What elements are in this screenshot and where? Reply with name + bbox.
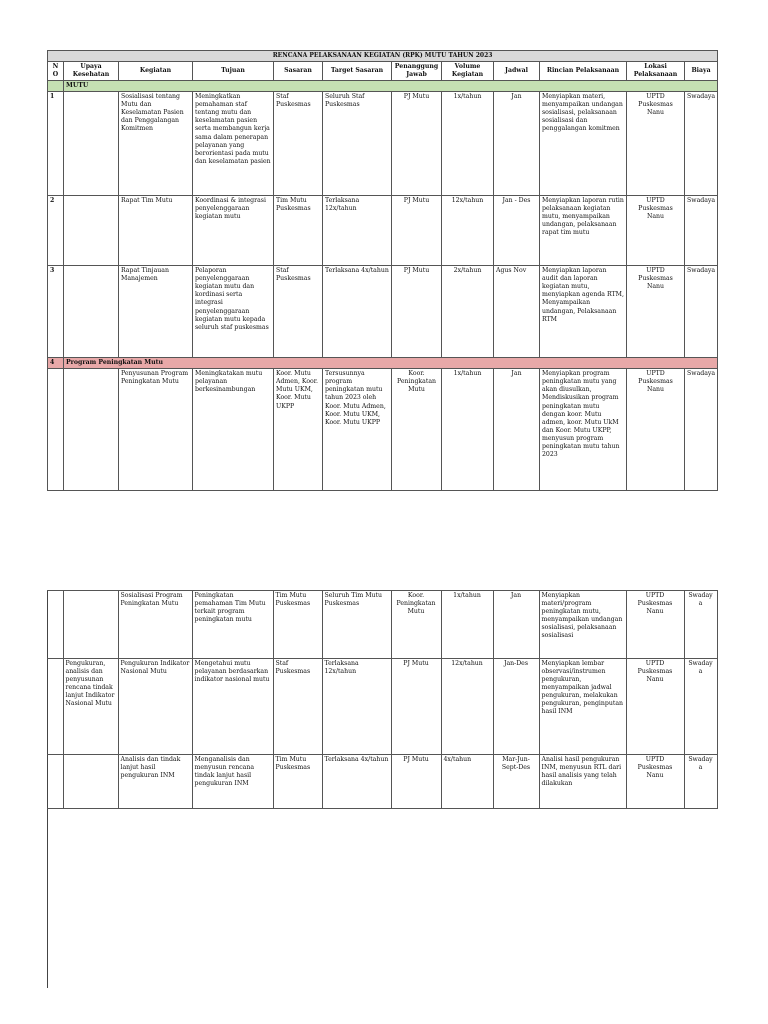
cell-sasaran: Koor. Mutu Admen, Koor. Mutu UKM, Koor. Mutu UKPP [274,369,323,491]
cell-lokasi: UPTD Puskesmas Nanu [627,92,685,196]
cell-pj: PJ Mutu [392,196,442,266]
cell-pj: PJ Mutu [391,755,441,809]
cell-sasaran: Tim Mutu Puskesmas [273,755,322,809]
cell-biaya: Swadaya [685,266,718,358]
cell-rincian: Menyiapkan materi, menyampaikan undangan sosialisasi, pelaksanaan sosialisasi dan penggalangan komitmen [540,92,627,196]
section-label: Program Peningkatan Mutu [64,358,718,369]
cell-sasaran: Tim Mutu Puskesmas [274,196,323,266]
cell-sasaran: Staf Puskesmas [274,92,323,196]
cell-upaya [64,92,119,196]
cell-sasaran: Staf Puskesmas [274,266,323,358]
cell-rincian: Menyiapkan laporan audit dan laporan kegiatan mutu, menyiapkan agenda RTM, Menyampaikan undangan, Pelaksanaan RTM [540,266,627,358]
cell-kegiatan: Sosialisasi Program Peningkatan Mutu [118,591,192,659]
cell-biaya: Swadaya [684,659,717,755]
cell-tujuan: Meningkatkan pemahaman staf tentang mutu dan keselamatan pasien serta membangun kerja sama dalam penerapan pelayanan yang berorientasi pada mutu dan keselamatan pasien [193,92,274,196]
cell-jadwal: Jan [494,92,540,196]
header-pj: Penanggung Jawab [392,62,442,81]
cell-volume: 1x/tahun [441,591,493,659]
header-jadwal: Jadwal [494,62,540,81]
cell-jadwal: Jan [494,369,540,491]
cell-biaya: Swadaya [685,196,718,266]
cell-lokasi: UPTD Puskesmas Nanu [627,369,685,491]
cell-biaya: Swadaya [684,591,717,659]
cell-lokasi: UPTD Puskesmas Nanu [626,659,684,755]
cell-kegiatan: Penyusunan Program Peningkatan Mutu [119,369,193,491]
cell-tujuan: Menganalisis dan menyusun rencana tindak lanjut hasil pengukuran INM [192,755,273,809]
title-row [48,51,718,62]
header-upaya: Upaya Kesehatan [64,62,119,81]
cell-target: Terlaksana 12x/tahun [322,659,391,755]
cell-tujuan: Mengetahui mutu pelayanan berdasarkan indikator nasional mutu [192,659,273,755]
header-target: Target Sasaran [323,62,392,81]
cell-no: 3 [48,266,64,358]
header-lokasi: Lokasi Pelaksanaan [627,62,685,81]
table-row [48,196,718,266]
cell-sasaran: Staf Puskesmas [273,659,322,755]
cell-jadwal: Agus Nov [494,266,540,358]
cell-target: Terlaksana 4x/tahun [322,755,391,809]
cell-upaya [64,369,119,491]
cell-no: 1 [48,92,64,196]
cell-volume: 12x/tahun [441,659,493,755]
cell-volume: 1x/tahun [442,92,494,196]
cell-tujuan: Pelaporan penyelenggaraan kegiatan mutu dan kordinasi serta integrasi penyelenggaraan kegiatan mutu kepada seluruh staf puskesmas [193,266,274,358]
cell-rincian: Menyiapkan materi/program peningkatan mutu, menyampaikan undangan sosialisasi, pelaksanaan sosialisasi [539,591,626,659]
header-tujuan: Tujuan [193,62,274,81]
cell-target: Seluruh Tim Mutu Puskesmas [322,591,391,659]
cell-lokasi: UPTD Puskesmas Nanu [627,266,685,358]
header-sasaran: Sasaran [274,62,323,81]
section-no: 4 [48,358,64,369]
table-row [48,92,718,196]
header-no: NO [48,62,64,81]
header-biaya: Biaya [685,62,718,81]
cell-pj: PJ Mutu [392,92,442,196]
cell-target: Terlaksana 4x/tahun [323,266,392,358]
table-row [48,266,718,358]
cell-sasaran: Tim Mutu Puskesmas [273,591,322,659]
cell-upaya [63,755,118,809]
cell-kegiatan: Rapat Tinjauan Manajemen [119,266,193,358]
cell-no [48,369,64,491]
section-label: MUTU [64,81,718,92]
cell-target: Terlaksana 12x/tahun [323,196,392,266]
cell-rincian: Menyiapkan lembar observasi/instrumen pengukuran, menyampaikan jadwal pengukuran, melakukan pengukuran, penginputan hasil INM [539,659,626,755]
table-row [47,755,717,809]
cell-volume: 4x/tahun [441,755,493,809]
cell-pj: Koor. Peningkatan Mutu [391,591,441,659]
cell-kegiatan: Rapat Tim Mutu [119,196,193,266]
cell-rincian: Menyiapkan program peningkatan mutu yang akan diusulkan, Mendiskusikan program peningkatan mutu dengan koor. Mutu admen, koor. Mutu UkM dan Koor. Mutu UKPP, menyusun program peningkatan mutu tahun 2023 [540,369,627,491]
section-row-mutu [48,81,718,92]
rpk-table-part1 [47,50,718,491]
cell-biaya: Swadaya [684,755,717,809]
cell-volume: 2x/tahun [442,266,494,358]
cell-jadwal: Mar-Jun-Sept-Des [493,755,539,809]
cell-target: Tersusunnya program peningkatan mutu tahun 2023 oleh Koor. Mutu Admen, Koor. Mutu UKM, Koor. Mutu UKPP [323,369,392,491]
cell-upaya [63,591,118,659]
table-row [47,659,717,755]
cell-volume: 12x/tahun [442,196,494,266]
cell-biaya: Swadaya [685,92,718,196]
cell-target: Seluruh Staf Puskesmas [323,92,392,196]
cell-upaya: Pengukuran, analisis dan penyusunan rencana tindak lanjut Indikator Nasional Mutu [63,659,118,755]
table-title: RENCANA PELAKSANAAN KEGIATAN (RPK) MUTU TAHUN 2023 [48,51,718,62]
cell-lokasi: UPTD Puskesmas Nanu [627,196,685,266]
cell-volume: 1x/tahun [442,369,494,491]
cell-kegiatan: Analisis dan tindak lanjut hasil pengukuran INM [118,755,192,809]
cell-tujuan: Meningkatakan mutu pelayanan berkesinambungan [193,369,274,491]
cell-rincian: Menyiapkan laporan rutin pelaksanaan kegiatan mutu, menyampaikan undangan, pelaksanaan rapat tim mutu [540,196,627,266]
table-row [48,369,718,491]
cell-pj: Koor. Peningkatan Mutu [392,369,442,491]
rpk-table-part2 [47,590,718,809]
cell-biaya: Swadaya [685,369,718,491]
cell-rincian: Analisi hasil pengukuran INM, menyusun RTL dari hasil analisis yang telah dilakukan [539,755,626,809]
cell-kegiatan: Sosialisasi tentang Mutu dan Keselamatan Pasien dan Penggalangan Komitmen [119,92,193,196]
cell-upaya [64,266,119,358]
cell-jadwal: Jan-Des [493,659,539,755]
header-rincian: Rincian Pelaksanaan [540,62,627,81]
header-row [48,62,718,81]
cell-pj: PJ Mutu [392,266,442,358]
cell-tujuan: Koordinasi & integrasi penyelenggaraan kegiatan mutu [193,196,274,266]
cell-kegiatan: Pengukuran Indikator Nasional Mutu [118,659,192,755]
cell-lokasi: UPTD Puskesmas Nanu [626,755,684,809]
header-volume: Volume Kegiatan [442,62,494,81]
cell-jadwal: Jan [493,591,539,659]
table-row [47,591,717,659]
cell-no: 2 [48,196,64,266]
cell-pj: PJ Mutu [391,659,441,755]
cell-upaya [64,196,119,266]
section-row-program [48,358,718,369]
cell-jadwal: Jan - Des [494,196,540,266]
header-kegiatan: Kegiatan [119,62,193,81]
cell-tujuan: Peningkatan pemahaman Tim Mutu terkait program peningkatan mutu [192,591,273,659]
cell-lokasi: UPTD Puskesmas Nanu [626,591,684,659]
